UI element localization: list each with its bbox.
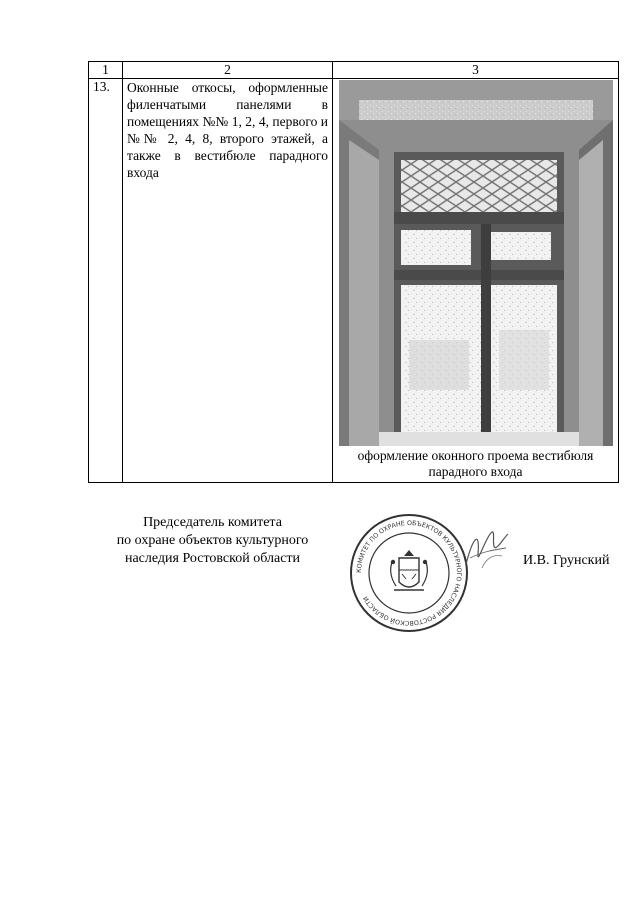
official-seal-stamp — [348, 512, 470, 634]
chairman-title-line: наследия Ростовской области — [124, 551, 301, 566]
window-photo — [339, 80, 613, 446]
row-description: Оконные откосы, оформленные филенчатыми панелями в помещениях №№ 1, 2, 4, первого и №№ 2, 4, 8, второго этажей, а также в вестибюле парадного входа — [123, 79, 333, 483]
stamp-ring-text: КОМИТЕТ ПО ОХРАНЕ ОБЪЕКТОВ КУЛЬТУРНОГО НАСЛЕДИЯ РОСТОВСКОЙ ОБЛАСТИ — [355, 519, 463, 627]
row-number: 13. — [89, 79, 123, 483]
signature-block — [0, 514, 640, 634]
chairman-name: И.В. Грунский — [523, 553, 610, 568]
column-header-3: 3 — [333, 62, 619, 79]
handwritten-signature-icon — [462, 524, 512, 574]
items-table — [88, 61, 619, 483]
coat-of-arms-icon — [391, 550, 428, 590]
photo-caption: оформление оконного проема вестибюля парадного входа — [357, 448, 594, 479]
photo-cell — [333, 79, 619, 483]
column-header-2: 2 — [123, 62, 333, 79]
chairman-title-line: Председатель комитета — [143, 515, 282, 530]
table-header-row — [89, 62, 619, 79]
column-header-1: 1 — [89, 62, 123, 79]
svg-text:КОМИТЕТ ПО ОХРАНЕ ОБЪЕКТОВ КУЛ — [356, 520, 462, 626]
chairman-title-line: по охране объектов культурного — [116, 533, 309, 548]
table-row — [89, 79, 619, 483]
chairman-title — [100, 514, 325, 568]
